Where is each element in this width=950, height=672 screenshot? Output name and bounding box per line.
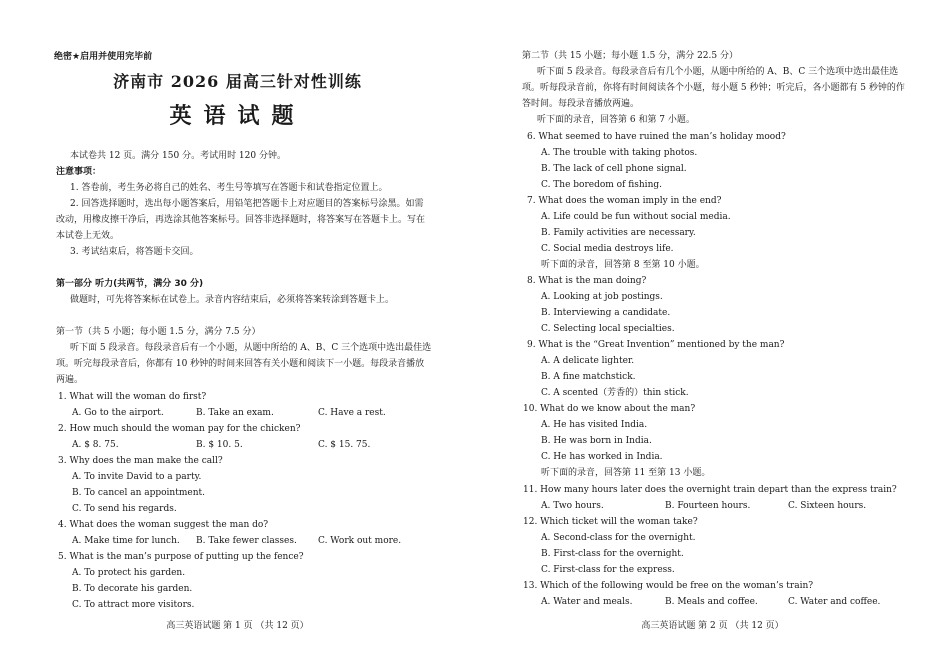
q1-option-c: C. Have a rest.: [318, 408, 386, 418]
notice-heading: 注意事项：: [56, 167, 102, 177]
q5-option-c: C. To attract more visitors.: [72, 600, 195, 610]
q4-option-a: A. Make time for lunch.: [72, 536, 180, 546]
section2-description: 听下面 5 段录音。每段录音后有几个小题，从题中所给的 A、B、C 三个选项中选出最佳选: [537, 67, 899, 77]
part1-description: 做题时，可先将答案标在试卷上。录音内容结束后，必须将答案转涂到答题卡上。: [70, 295, 395, 305]
question-7: 7. What does the woman imply in the end?: [527, 196, 722, 206]
question-11: 11. How many hours later does the overnight train depart than the express train?: [523, 485, 897, 495]
question-5: 5. What is the man’s purpose of putting up the fence?: [58, 552, 304, 562]
notice-item-2: 2. 回答选择题时，选出每小题答案后，用铅笔把答题卡上对应题目的答案标号涂黑。如需: [70, 199, 424, 209]
q4-option-c: C. Work out more.: [318, 536, 402, 546]
page-footer: 高三英语试题 第 2 页 （共 12 页）: [641, 621, 784, 631]
subject-title: 英语试题: [169, 103, 306, 129]
q5-option-b: B. To decorate his garden.: [72, 584, 193, 594]
q9-option-a: A. A delicate lighter.: [541, 356, 635, 366]
q8-option-c: C. Selecting local specialties.: [541, 324, 675, 334]
q12-option-c: C. First-class for the express.: [541, 565, 675, 575]
confidential-label: 绝密★启用并使用完毕前: [54, 52, 153, 62]
q2-option-b: B. $ 10. 5.: [196, 440, 243, 450]
q8-option-b: B. Interviewing a candidate.: [541, 308, 671, 318]
q11-option-a: A. Two hours.: [541, 501, 604, 511]
q13-option-b: B. Meals and coffee.: [665, 597, 758, 607]
question-2: 2. How much should the woman pay for the chicken?: [58, 424, 301, 434]
part1-heading: 第一部分 听力(共两节，满分 30 分): [56, 279, 204, 289]
question-8: 8. What is the man doing?: [527, 276, 647, 286]
q7-option-c: C. Social media destroys life.: [541, 244, 674, 254]
q11-option-b: B. Fourteen hours.: [665, 501, 751, 511]
q3-option-a: A. To invite David to a party.: [72, 472, 202, 482]
notice-item-2-end: 本试卷上无效。: [56, 231, 120, 241]
exam-page-2: [475, 0, 950, 672]
q6-option-c: C. The boredom of fishing.: [541, 180, 662, 190]
q5-option-a: A. To protect his garden.: [72, 568, 186, 578]
intro-text: 本试卷共 12 页。满分 150 分。考试用时 120 分钟。: [70, 151, 286, 161]
q12-option-a: A. Second-class for the overnight.: [541, 533, 696, 543]
section1-heading: 第一节（共 5 小题；每小题 1.5 分，满分 7.5 分）: [56, 327, 261, 337]
q6-option-b: B. The lack of cell phone signal.: [541, 164, 687, 174]
notice-item-3: 3. 考试结束后，将答题卡交回。: [70, 247, 199, 257]
q3-option-c: C. To send his regards.: [72, 504, 177, 514]
exam-title: 济南市 2026 届高三针对性训练: [113, 72, 362, 91]
q7-option-b: B. Family activities are necessary.: [541, 228, 696, 238]
q7-option-a: A. Life could be fun without social media.: [541, 212, 731, 222]
q9-option-b: B. A fine matchstick.: [541, 372, 636, 382]
section2-description-end: 答时间。每段录音播放两遍。: [522, 99, 640, 109]
q10-option-a: A. He has visited India.: [541, 420, 648, 430]
q2-option-c: C. $ 15. 75.: [318, 440, 371, 450]
question-6: 6. What seemed to have ruined the man’s holiday mood?: [527, 132, 786, 142]
q13-option-c: C. Water and coffee.: [788, 597, 881, 607]
instruction-q8-q10: 听下面的录音，回答第 8 至第 10 小题。: [541, 260, 705, 270]
q3-option-b: B. To cancel an appointment.: [72, 488, 205, 498]
q13-option-a: A. Water and meals.: [541, 597, 633, 607]
section2-description-cont: 项。听每段录音前，你将有时间阅读各个小题，每小题 5 秒钟；听完后，各小题都有 5 秒钟的作: [522, 83, 905, 93]
section1-description: 听下面 5 段录音。每段录音后有一个小题，从题中所给的 A、B、C 三个选项中选出最佳选: [70, 343, 432, 353]
q9-option-c: C. A scented（芳香的）thin stick.: [541, 388, 689, 398]
notice-item-2-cont: 改动，用橡皮擦干净后，再选涂其他答案标号。回答非选择题时，将答案写在答题卡上。写在: [56, 215, 426, 225]
question-4: 4. What does the woman suggest the man do?: [58, 520, 269, 530]
question-3: 3. Why does the man make the call?: [58, 456, 223, 466]
instruction-q6-q7: 听下面的录音，回答第 6 和第 7 小题。: [537, 115, 695, 125]
q6-option-a: A. The trouble with taking photos.: [541, 148, 698, 158]
instruction-q11-q13: 听下面的录音，回答第 11 至第 13 小题。: [541, 468, 711, 478]
question-9: 9. What is the “Great Invention” mentioned by the man?: [527, 340, 785, 350]
question-12: 12. Which ticket will the woman take?: [523, 517, 698, 527]
q1-option-b: B. Take an exam.: [196, 408, 274, 418]
q12-option-b: B. First-class for the overnight.: [541, 549, 684, 559]
q8-option-a: A. Looking at job postings.: [541, 292, 663, 302]
page-footer: 高三英语试题 第 1 页 （共 12 页）: [166, 621, 309, 631]
section1-description-end: 两遍。: [56, 375, 84, 385]
q4-option-b: B. Take fewer classes.: [196, 536, 297, 546]
q2-option-a: A. $ 8. 75.: [72, 440, 119, 450]
section2-heading: 第二节（共 15 小题；每小题 1.5 分，满分 22.5 分）: [522, 51, 738, 61]
q10-option-b: B. He was born in India.: [541, 436, 652, 446]
q11-option-c: C. Sixteen hours.: [788, 501, 867, 511]
question-1: 1. What will the woman do first?: [58, 392, 207, 402]
notice-item-1: 1. 答卷前，考生务必将自己的姓名、考生号等填写在答题卡和试卷指定位置上。: [70, 183, 388, 193]
section1-description-cont: 项。听完每段录音后，你都有 10 秒钟的时间来回答有关小题和阅读下一小题。每段录音播放: [56, 359, 425, 369]
question-13: 13. Which of the following would be free on the woman’s train?: [523, 581, 814, 591]
q10-option-c: C. He has worked in India.: [541, 452, 663, 462]
q1-option-a: A. Go to the airport.: [72, 408, 164, 418]
question-10: 10. What do we know about the man?: [523, 404, 696, 414]
